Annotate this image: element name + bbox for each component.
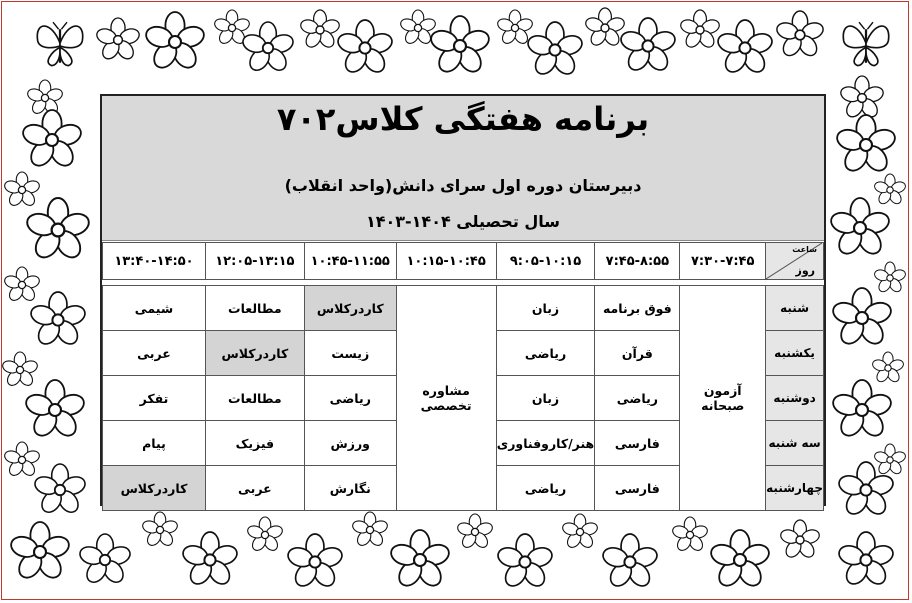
class-cell: ریاضی xyxy=(496,466,595,511)
morning-exam-cell: آزمون صبحانه xyxy=(680,286,766,511)
day-cell: چهارشنبه xyxy=(766,466,824,511)
class-cell: تفکر xyxy=(103,376,206,421)
time-slot: ۷:۴۵-۸:۵۵ xyxy=(595,243,680,280)
schedule-title: برنامه هفتگی کلاس۷۰۲ xyxy=(276,100,650,138)
day-cell: یکشنبه xyxy=(766,331,824,376)
academic-year: سال تحصیلی ۱۴۰۴-۱۴۰۳ xyxy=(365,212,561,231)
time-slot: ۱۳:۴۰-۱۴:۵۰ xyxy=(103,243,206,280)
counseling-cell: مشاوره تخصصی xyxy=(396,286,496,511)
class-cell: زبان xyxy=(496,376,595,421)
class-cell: زبان xyxy=(496,286,595,331)
corner-cell xyxy=(766,243,824,280)
class-cell: نگارش xyxy=(304,466,396,511)
time-slot: ۹:۰۵-۱۰:۱۵ xyxy=(496,243,595,280)
schedule-table xyxy=(102,242,824,511)
class-cell: مطالعات xyxy=(205,286,304,331)
day-cell: سه شنبه xyxy=(766,421,824,466)
day-cell: دوشنبه xyxy=(766,376,824,421)
class-cell: پیام xyxy=(103,421,206,466)
day-cell: شنبه xyxy=(766,286,824,331)
class-cell: فارسی xyxy=(595,421,680,466)
class-cell: ریاضی xyxy=(496,331,595,376)
time-slot: ۱۲:۰۵-۱۳:۱۵ xyxy=(205,243,304,280)
class-cell: فوق برنامه xyxy=(595,286,680,331)
class-cell: مطالعات xyxy=(205,376,304,421)
class-cell: ریاضی xyxy=(304,376,396,421)
class-cell: عربی xyxy=(205,466,304,511)
schedule-sheet xyxy=(100,94,826,506)
class-cell: فیزیک xyxy=(205,421,304,466)
class-cell: شیمی xyxy=(103,286,206,331)
time-slot: ۱۰:۴۵-۱۱:۵۵ xyxy=(304,243,396,280)
class-cell: کاردرکلاس xyxy=(205,331,304,376)
class-cell: کاردرکلاس xyxy=(304,286,396,331)
time-header-row xyxy=(103,243,824,280)
class-cell: قرآن xyxy=(595,331,680,376)
class-cell: کاردرکلاس xyxy=(103,466,206,511)
time-slot: ۷:۳۰-۷:۴۵ xyxy=(680,243,766,280)
class-cell: زیست xyxy=(304,331,396,376)
class-cell: عربی xyxy=(103,331,206,376)
class-cell: ریاضی xyxy=(595,376,680,421)
class-cell: هنر/کاروفناوری xyxy=(496,421,595,466)
class-cell: ورزش xyxy=(304,421,396,466)
time-slot: ۱۰:۱۵-۱۰:۴۵ xyxy=(396,243,496,280)
class-cell: فارسی xyxy=(595,466,680,511)
table-row xyxy=(103,286,824,331)
school-name: دبیرستان دوره اول سرای دانش(واحد انقلاب) xyxy=(284,176,642,195)
day-label: روز xyxy=(795,264,815,277)
time-label: ساعت xyxy=(792,245,817,254)
header-band xyxy=(102,96,824,241)
